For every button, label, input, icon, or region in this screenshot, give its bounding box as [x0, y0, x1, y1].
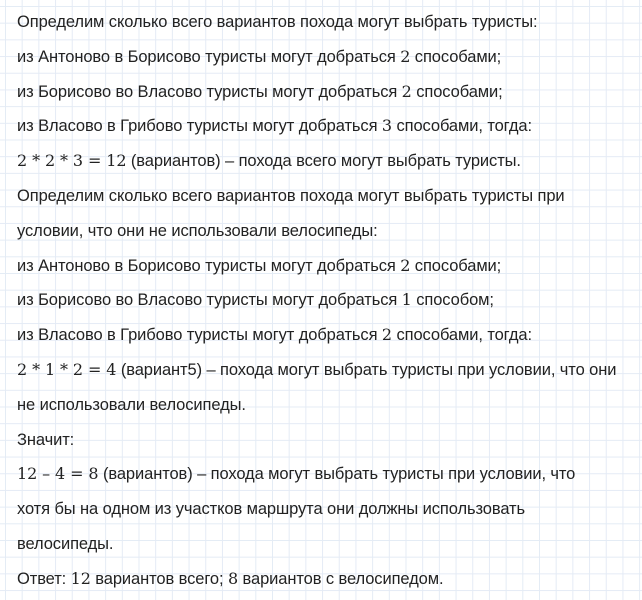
text-segment: из Борисово во Власово туристы могут добраться [17, 291, 402, 310]
text-line [17, 109, 637, 144]
text-segment: из Борисово во Власово туристы могут добраться [17, 82, 402, 101]
math-expression: 2 [400, 46, 411, 66]
math-expression: 2 [400, 255, 411, 275]
text-segment: способами; [411, 82, 503, 101]
text-line [17, 318, 637, 353]
text-segment: не использовали велосипеды. [17, 395, 246, 414]
text-line [17, 5, 637, 40]
text-segment: Значит: [17, 430, 75, 449]
math-expression: 2 [381, 325, 392, 345]
text-line [17, 144, 637, 179]
text-line [17, 353, 637, 388]
text-segment: (вариантов) – похода могут выбрать туристы при условии, что [98, 465, 576, 484]
text-line [17, 40, 637, 75]
text-line [17, 388, 637, 423]
text-segment: (вариантов) – похода всего могут выбрать туристы. [126, 152, 521, 171]
text-line [17, 492, 637, 527]
text-line [17, 527, 637, 562]
text-segment: Определим сколько всего вариантов похода могут выбрать туристы при [17, 186, 565, 205]
text-segment: (вариант5) – похода могут выбрать туристы при условии, что они [116, 360, 617, 379]
text-line [17, 75, 637, 110]
text-line [17, 423, 637, 458]
text-segment: из Власово в Грибово туристы могут добраться [17, 326, 382, 345]
text-line [17, 249, 637, 284]
math-expression: 2 * 1 * 2 = 4 [17, 359, 117, 379]
text-segment: Ответ: [17, 569, 71, 588]
text-segment: из Власово в Грибово туристы могут добраться [17, 117, 382, 136]
text-segment: Определим сколько всего вариантов похода могут выбрать туристы: [17, 13, 538, 31]
text-segment: из Антоново в Борисово туристы могут добраться [17, 47, 401, 66]
text-segment: способами; [410, 47, 502, 66]
text-line [17, 283, 637, 318]
text-segment: способами, тогда: [392, 326, 532, 345]
text-segment: хотя бы на одном из участков маршрута они должны использовать [17, 500, 526, 519]
solution-text [17, 5, 637, 586]
math-expression: 12 – 4 = 8 [17, 464, 99, 484]
text-segment: способами, тогда: [392, 117, 532, 136]
text-line [17, 179, 637, 214]
text-line [17, 457, 637, 492]
text-segment: условии, что они не использовали велосипеды: [17, 221, 378, 240]
math-expression: 1 [401, 290, 412, 310]
text-line [17, 214, 637, 249]
text-segment: способами; [410, 256, 502, 275]
text-segment: из Антоново в Борисово туристы могут добраться [17, 256, 401, 275]
text-segment: вариантов с велосипедом. [238, 569, 444, 588]
text-segment: вариантов всего; [90, 569, 228, 588]
math-expression: 2 [401, 81, 412, 101]
math-expression: 2 * 2 * 3 = 12 [17, 151, 127, 171]
text-line [17, 562, 637, 586]
text-segment: велосипеды. [17, 534, 114, 553]
math-expression: 8 [227, 568, 239, 588]
math-expression: 12 [70, 568, 91, 588]
math-expression: 3 [381, 116, 392, 136]
text-segment: способом; [411, 291, 494, 310]
